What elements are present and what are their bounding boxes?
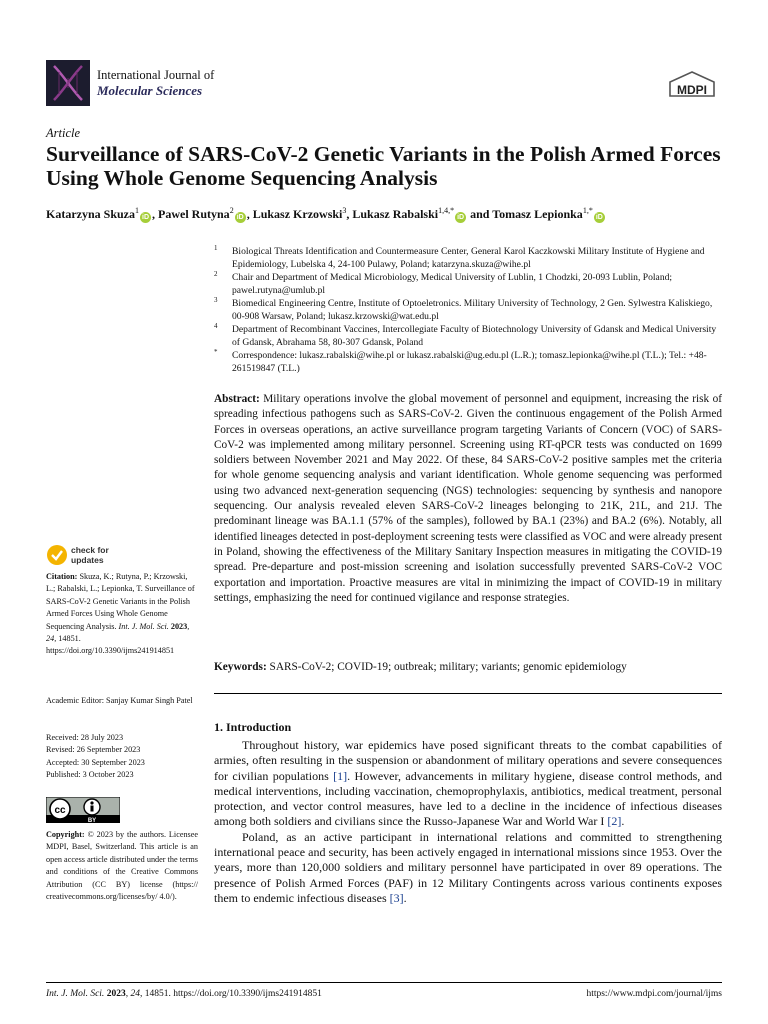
author-separator: , [152, 207, 159, 221]
introduction-body [214, 738, 722, 906]
citation-label: Citation: [46, 572, 78, 581]
affiliation-text: Department of Recombinant Vaccines, Intercollegiate Faculty of Biotechnology University of Gdansk and Medical University of Gdansk, Abrahama 58, 80-307 Gdansk, Poland [232, 324, 717, 348]
citation-volume: 24 [46, 634, 55, 644]
publisher-name: MDPI [677, 83, 707, 97]
orcid-icon[interactable]: iD [457, 214, 465, 221]
affiliation-number: 3 [214, 296, 218, 304]
author-affiliation-marker: 1,4,* [438, 206, 455, 215]
affiliation-number: 4 [214, 322, 218, 330]
reference-link-3[interactable]: [3] [389, 890, 404, 905]
license-badge-label: BY [87, 818, 97, 823]
affiliation-number: * [214, 348, 218, 356]
author-name[interactable]: Katarzyna Skuza [46, 207, 136, 221]
affiliation-number: 2 [214, 270, 218, 278]
date-published: Published: 3 October 2023 [46, 770, 134, 780]
affiliation-text: Biomedical Engineering Centre, Institute of Optoeletronics. Military University of Technology, 2 Gen. Sylwestra Kaliskiego, 00-908 Warsaw, Poland; lukasz.krzowski@wat.edu.pl [232, 298, 713, 322]
citation-year: 2023 [170, 621, 188, 631]
affiliation-item [214, 271, 726, 297]
keywords-label: Keywords: [214, 661, 267, 673]
affiliation-text: Correspondence: lukasz.rabalski@wihe.pl or lukasz.rabalski@ug.edu.pl (L.R.); tomasz.lepionka@wihe.pl (T.L.); Tel.: +48-261519847 (T.L.) [232, 350, 707, 374]
author-separator-and: and [467, 207, 493, 221]
section-heading-introduction: 1. Introduction [214, 720, 292, 734]
copyright-block [46, 829, 198, 903]
footer-volume: 24 [130, 989, 140, 999]
intro-p1-text-b: . However, advancements in military hygiene, disease control methods, and medical interventions, including vaccination, chemoprophylaxis, antibiotics, medical treatment, personal protection, and vector control measures, have led to a decline in the incidence of infectious diseases among both soldiers and civilians since the Russo-Japanese War and World War I [214, 768, 722, 829]
reference-link-1[interactable]: [1] [333, 768, 348, 783]
abstract [214, 392, 722, 606]
dates-block [46, 732, 198, 782]
check-updates-line2: updates [71, 555, 104, 565]
article-type: Article [46, 126, 81, 140]
svg-text:cc: cc [54, 805, 66, 816]
journal-name-line1: International Journal of [97, 68, 215, 82]
affiliation-item [214, 323, 726, 349]
date-revised: Revised: 26 September 2023 [46, 745, 141, 755]
orcid-icon[interactable]: iD [142, 214, 150, 221]
author-affiliation-marker: 1 [135, 206, 140, 215]
intro-p1-text-a: Throughout history, war epidemics have posed significant threats to the combat capabilities of armies, often resulting in the suspension or abandonment of military operations and severe consequences for civilian populations [214, 738, 722, 783]
citation-block: Citation: Skuza, K.; Rutyna, P.; Krzowski, L.; Rabalski, L.; Lepionka, T. Surveillance of SARS-CoV-2 Genetic Variants in the Polish Armed Forces Using Whole Genome Sequencing Analysis. Int. J. Mol. Sci. 2023, 24, 14851. https://doi.org/10.3390/ijms241914851 [46, 572, 195, 656]
journal-name-line2: Molecular Sciences [97, 83, 203, 98]
academic-editor: Academic Editor: Sanjay Kumar Singh Patel [46, 696, 193, 705]
intro-paragraph-2 [214, 830, 722, 906]
copyright-label: Copyright: [46, 830, 85, 839]
author-name[interactable]: Lukasz Rabalski [352, 207, 439, 221]
cc-by-license-icon[interactable] [46, 797, 120, 823]
keywords-text: SARS-CoV-2; COVID-19; outbreak; military; variants; genomic epidemiology [269, 661, 627, 673]
author-affiliation-marker: 2 [229, 206, 234, 215]
affiliation-item [214, 297, 726, 323]
author-affiliation-marker: 1,* [582, 206, 593, 215]
reference-link-2[interactable]: [2] [607, 814, 622, 829]
journal-name [97, 68, 214, 98]
check-updates-icon [46, 544, 68, 566]
intro-paragraph-1 [214, 738, 722, 830]
check-updates-line1: check for [71, 545, 109, 555]
citation-doi[interactable]: 14851. https://doi.org/10.3390/ijms241914851 [46, 634, 175, 656]
page-title: Surveillance of SARS-CoV-2 Genetic Variants in the Polish Armed Forces Using Whole Genome Sequencing Analysis [46, 142, 721, 190]
affiliation-item [214, 245, 726, 271]
copyright-text: © 2023 by the authors. Licensee MDPI, Basel, Switzerland. This article is an open access article distributed under the terms and conditions of the Creative Commons Attribution (CC BY) license (https:// creativecommons.org/licenses/by/ 4.0/). [46, 830, 199, 902]
date-accepted: Accepted: 30 September 2023 [46, 757, 145, 767]
author-name[interactable]: Lukasz Krzowski [252, 207, 343, 221]
footer-year: 2023 [106, 989, 126, 999]
author-list [46, 203, 726, 223]
footer-journal-url[interactable]: https://www.mdpi.com/journal/ijms [586, 989, 722, 999]
date-received: Received: 28 July 2023 [46, 733, 124, 742]
affiliation-text: Biological Threats Identification and Countermeasure Center, General Karol Kaczkowski Military Institute of Hygiene and Epidemiology, Lubelska 4, 24-100 Pulawy, Poland; katarzyna.skuza@wihe.pl [232, 246, 705, 270]
author-name[interactable]: Tomasz Lepionka [492, 207, 583, 221]
citation-authors: Skuza, K.; Rutyna, P.; Krzowski, L.; Rabalski, L.; Lepionka, T. Surveillance of SARS-CoV-2 Genetic Variants in the Polish Armed Forces Using Whole Genome Sequencing Analysis. [46, 572, 195, 631]
citation-journal: Int. J. Mol. Sci. [118, 621, 169, 631]
orcid-icon[interactable]: iD [595, 214, 603, 221]
author-affiliation-marker: 3 [342, 206, 347, 215]
affiliation-text: Chair and Department of Medical Microbiology, Medical University of Lublin, 1 Chodzki, 20-093 Lublin, Poland; pawel.rutyna@umlub.pl [232, 272, 673, 296]
author-separator: , [246, 207, 253, 221]
footer-divider [46, 982, 722, 983]
author-name[interactable]: Pawel Rutyna [158, 207, 230, 221]
check-for-updates-button[interactable] [46, 544, 166, 568]
abstract-label: Abstract: [214, 393, 260, 405]
orcid-icon[interactable]: iD [236, 214, 244, 221]
affiliations [214, 245, 726, 375]
abstract-text: Military operations involve the global movement of personnel and equipment, increasing the risk of spreading infectious pathogens such as SARS-CoV-2. Given the continuous engagement of the Polish Armed Forces in overseas operations, an active surveillance program targeting Variants of Concern (VOC) of SARS-CoV-2 was implemented among military personnel. Screening using RT-qPCR tests was conducted on 1699 soldiers between November 2021 and May 2022. Of these, 84 SARS-CoV-2 positive samples met the criteria for whole genome sequencing analysis and variant identification. Whole genome sequencing was performed using two advanced next-generation sequencing (NGS) technologies: sequencing by synthesis and nanopore sequencing. Our analysis revealed eleven SARS-CoV-2 lineages belonging to 21K, 21L, and 21J. The predominant lineage was BA.1.1 (57% of the samples), followed by BA.1 (23%) and BA.2 (6%). Notably, all identified lineages detected in post-deployment screening tests were classified as VOC and were already present in Poland, showing the effectiveness of the Military Sanitary Inspection measures in mitigating the COVID-19 spread. Pre-departure and post-mission screening and isolation successfully prevented SARS-CoV-2 VOC exportation and importation. Proactive measures are vital in minimizing the impact of COVID-19 in military settings, emphasizing the need for continued vigilance and response strategies. [214, 393, 723, 604]
journal-logo-icon [46, 60, 90, 106]
intro-p2-text-b: . [403, 890, 407, 905]
affiliation-item [214, 349, 726, 375]
intro-p2-text-a: Poland, as an active participant in international relations and committed to strengthening international peace and security, has been actively engaged in international missions since 1953. Over the years, more than 120,000 soldiers and military personnel have participated in over 89 operations. The presence of Polish Armed Forces (PAF) in 12 Military Contingents across various continents exposes them to endemic infectious diseases [214, 829, 722, 905]
mdpi-logo-icon [666, 70, 718, 100]
intro-p1-text-c: . [621, 814, 625, 829]
footer-journal: Int. J. Mol. Sci. [46, 989, 105, 999]
footer-doi[interactable]: , 14851. https://doi.org/10.3390/ijms241914851 [139, 989, 322, 999]
section-divider [214, 693, 722, 694]
author-separator: , [346, 207, 353, 221]
footer-citation: Int. J. Mol. Sci. 2023, 24, 14851. https://doi.org/10.3390/ijms241914851 [46, 989, 322, 999]
keywords [214, 660, 722, 675]
affiliation-number: 1 [214, 244, 218, 252]
